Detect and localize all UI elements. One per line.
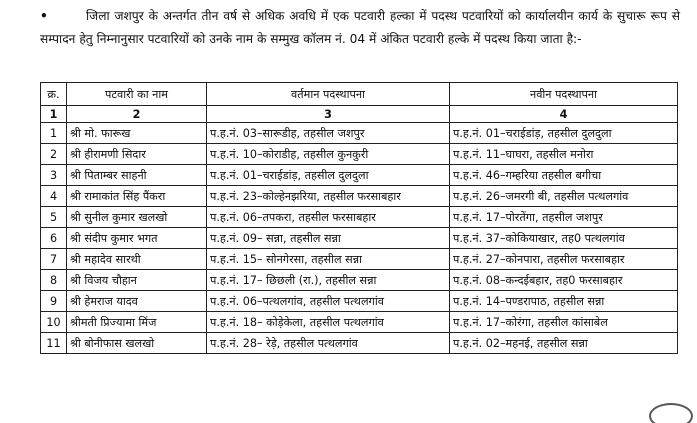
current-posting-cell: प.ह.नं. 17– छिछली (रा.), तहसील सन्ना bbox=[207, 270, 450, 291]
serial-number-cell: 8 bbox=[41, 270, 67, 291]
patwari-name-cell: श्री विजय चौहान bbox=[67, 270, 207, 291]
patwari-name-cell: श्री बोनीफास खलखो bbox=[67, 333, 207, 354]
table-row bbox=[41, 207, 678, 228]
new-posting-cell: प.ह.नं. 37–कोकियाखार, तह0 पत्थलगांव bbox=[450, 228, 678, 249]
intro-paragraph bbox=[40, 5, 680, 51]
header-serial: क्र. bbox=[41, 83, 67, 106]
column-number: 3 bbox=[207, 106, 450, 123]
new-posting-cell: प.ह.नं. 14–पण्डरापाठ, तहसील सन्ना bbox=[450, 291, 678, 312]
table-row bbox=[41, 249, 678, 270]
serial-number-cell: 3 bbox=[41, 165, 67, 186]
current-posting-cell: प.ह.नं. 06–तपकरा, तहसील फरसाबहार bbox=[207, 207, 450, 228]
table-row bbox=[41, 333, 678, 354]
table-row bbox=[41, 144, 678, 165]
serial-number-cell: 6 bbox=[41, 228, 67, 249]
header-patwari-name: पटवारी का नाम bbox=[67, 83, 207, 106]
patwari-transfer-table bbox=[40, 82, 678, 354]
current-posting-cell: प.ह.नं. 15– सोनगेरसा, तहसील सन्ना bbox=[207, 249, 450, 270]
patwari-name-cell: श्री मो. फारूख bbox=[67, 123, 207, 144]
column-number: 2 bbox=[67, 106, 207, 123]
current-posting-cell: प.ह.नं. 03–सारूडीह, तहसील जशपुर bbox=[207, 123, 450, 144]
table-row bbox=[41, 228, 678, 249]
patwari-name-cell: श्री पिताम्बर साहनी bbox=[67, 165, 207, 186]
new-posting-cell: प.ह.नं. 02–महनई, तहसील सन्ना bbox=[450, 333, 678, 354]
new-posting-cell: प.ह.नं. 01–चराईडांड़, तहसील दुलदुला bbox=[450, 123, 678, 144]
new-posting-cell: प.ह.नं. 08–कन्दईबहार, तह0 फरसाबहार bbox=[450, 270, 678, 291]
serial-number-cell: 7 bbox=[41, 249, 67, 270]
table-row bbox=[41, 186, 678, 207]
serial-number-cell: 2 bbox=[41, 144, 67, 165]
current-posting-cell: प.ह.नं. 01–चराईडांड़, तहसील दुलदुला bbox=[207, 165, 450, 186]
bullet-mark: • bbox=[40, 9, 48, 23]
current-posting-cell: प.ह.नं. 28– रेड़े, तहसील पत्थलगांव bbox=[207, 333, 450, 354]
serial-number-cell: 4 bbox=[41, 186, 67, 207]
current-posting-cell: प.ह.नं. 18– कोड़ेकेला, तहसील पत्थलगांव bbox=[207, 312, 450, 333]
table-row bbox=[41, 312, 678, 333]
official-seal bbox=[649, 403, 693, 423]
table-row bbox=[41, 270, 678, 291]
current-posting-cell: प.ह.नं. 06–पत्थलगांव, तहसील पत्थलगांव bbox=[207, 291, 450, 312]
current-posting-cell: प.ह.नं. 23–कोल्हेनझरिया, तहसील फरसाबहार bbox=[207, 186, 450, 207]
serial-number-cell: 10 bbox=[41, 312, 67, 333]
new-posting-cell: प.ह.नं. 17–पोरतेंगा, तहसील जशपुर bbox=[450, 207, 678, 228]
table-row bbox=[41, 165, 678, 186]
patwari-name-cell: श्री रामाकांत सिंह पैंकरा bbox=[67, 186, 207, 207]
serial-number-cell: 11 bbox=[41, 333, 67, 354]
column-number: 1 bbox=[41, 106, 67, 123]
header-row bbox=[41, 83, 678, 106]
current-posting-cell: प.ह.नं. 09– सन्ना, तहसील सन्ना bbox=[207, 228, 450, 249]
intro-text: जिला जशपुर के अन्तर्गत तीन वर्ष से अधिक अवधि में एक पटवारी हल्का में पदस्थ पटवारियों को कार्यालयीन कार्य के सुचारू रूप से सम्पादन हेतु निम्नानुसार पटवारियों को उनके नाम के सम्मुख कॉलम नं. 04 में अंकित पटवारी हल्के में पदस्थ किया जाता है:- bbox=[40, 9, 680, 46]
column-number-row bbox=[41, 106, 678, 123]
column-number: 4 bbox=[450, 106, 678, 123]
new-posting-cell: प.ह.नं. 26–जमरगी बी, तहसील पत्थलगांव bbox=[450, 186, 678, 207]
serial-number-cell: 1 bbox=[41, 123, 67, 144]
new-posting-cell: प.ह.नं. 17–कोरंगा, तहसील कांसाबेल bbox=[450, 312, 678, 333]
new-posting-cell: प.ह.नं. 11–घाघरा, तहसील मनोरा bbox=[450, 144, 678, 165]
patwari-name-cell: श्री महादेव सारथी bbox=[67, 249, 207, 270]
serial-number-cell: 5 bbox=[41, 207, 67, 228]
new-posting-cell: प.ह.नं. 46–गम्हरिया तहसील बगीचा bbox=[450, 165, 678, 186]
patwari-name-cell: श्री हीरामणी सिदार bbox=[67, 144, 207, 165]
patwari-name-cell: श्रीमती प्रिज्यामा मिंज bbox=[67, 312, 207, 333]
table-row bbox=[41, 291, 678, 312]
table-body bbox=[41, 106, 678, 354]
header-current-posting: वर्तमान पदस्थापना bbox=[207, 83, 450, 106]
header-new-posting: नवीन पदस्थापना bbox=[450, 83, 678, 106]
patwari-name-cell: श्री संदीप कुमार भगत bbox=[67, 228, 207, 249]
patwari-name-cell: श्री सुनील कुमार खलखो bbox=[67, 207, 207, 228]
table-row bbox=[41, 123, 678, 144]
serial-number-cell: 9 bbox=[41, 291, 67, 312]
new-posting-cell: प.ह.नं. 27–कोनपारा, तहसील फरसाबहार bbox=[450, 249, 678, 270]
patwari-name-cell: श्री हेमराज यादव bbox=[67, 291, 207, 312]
current-posting-cell: प.ह.नं. 10–कोराडीह, तहसील कुनकुरी bbox=[207, 144, 450, 165]
